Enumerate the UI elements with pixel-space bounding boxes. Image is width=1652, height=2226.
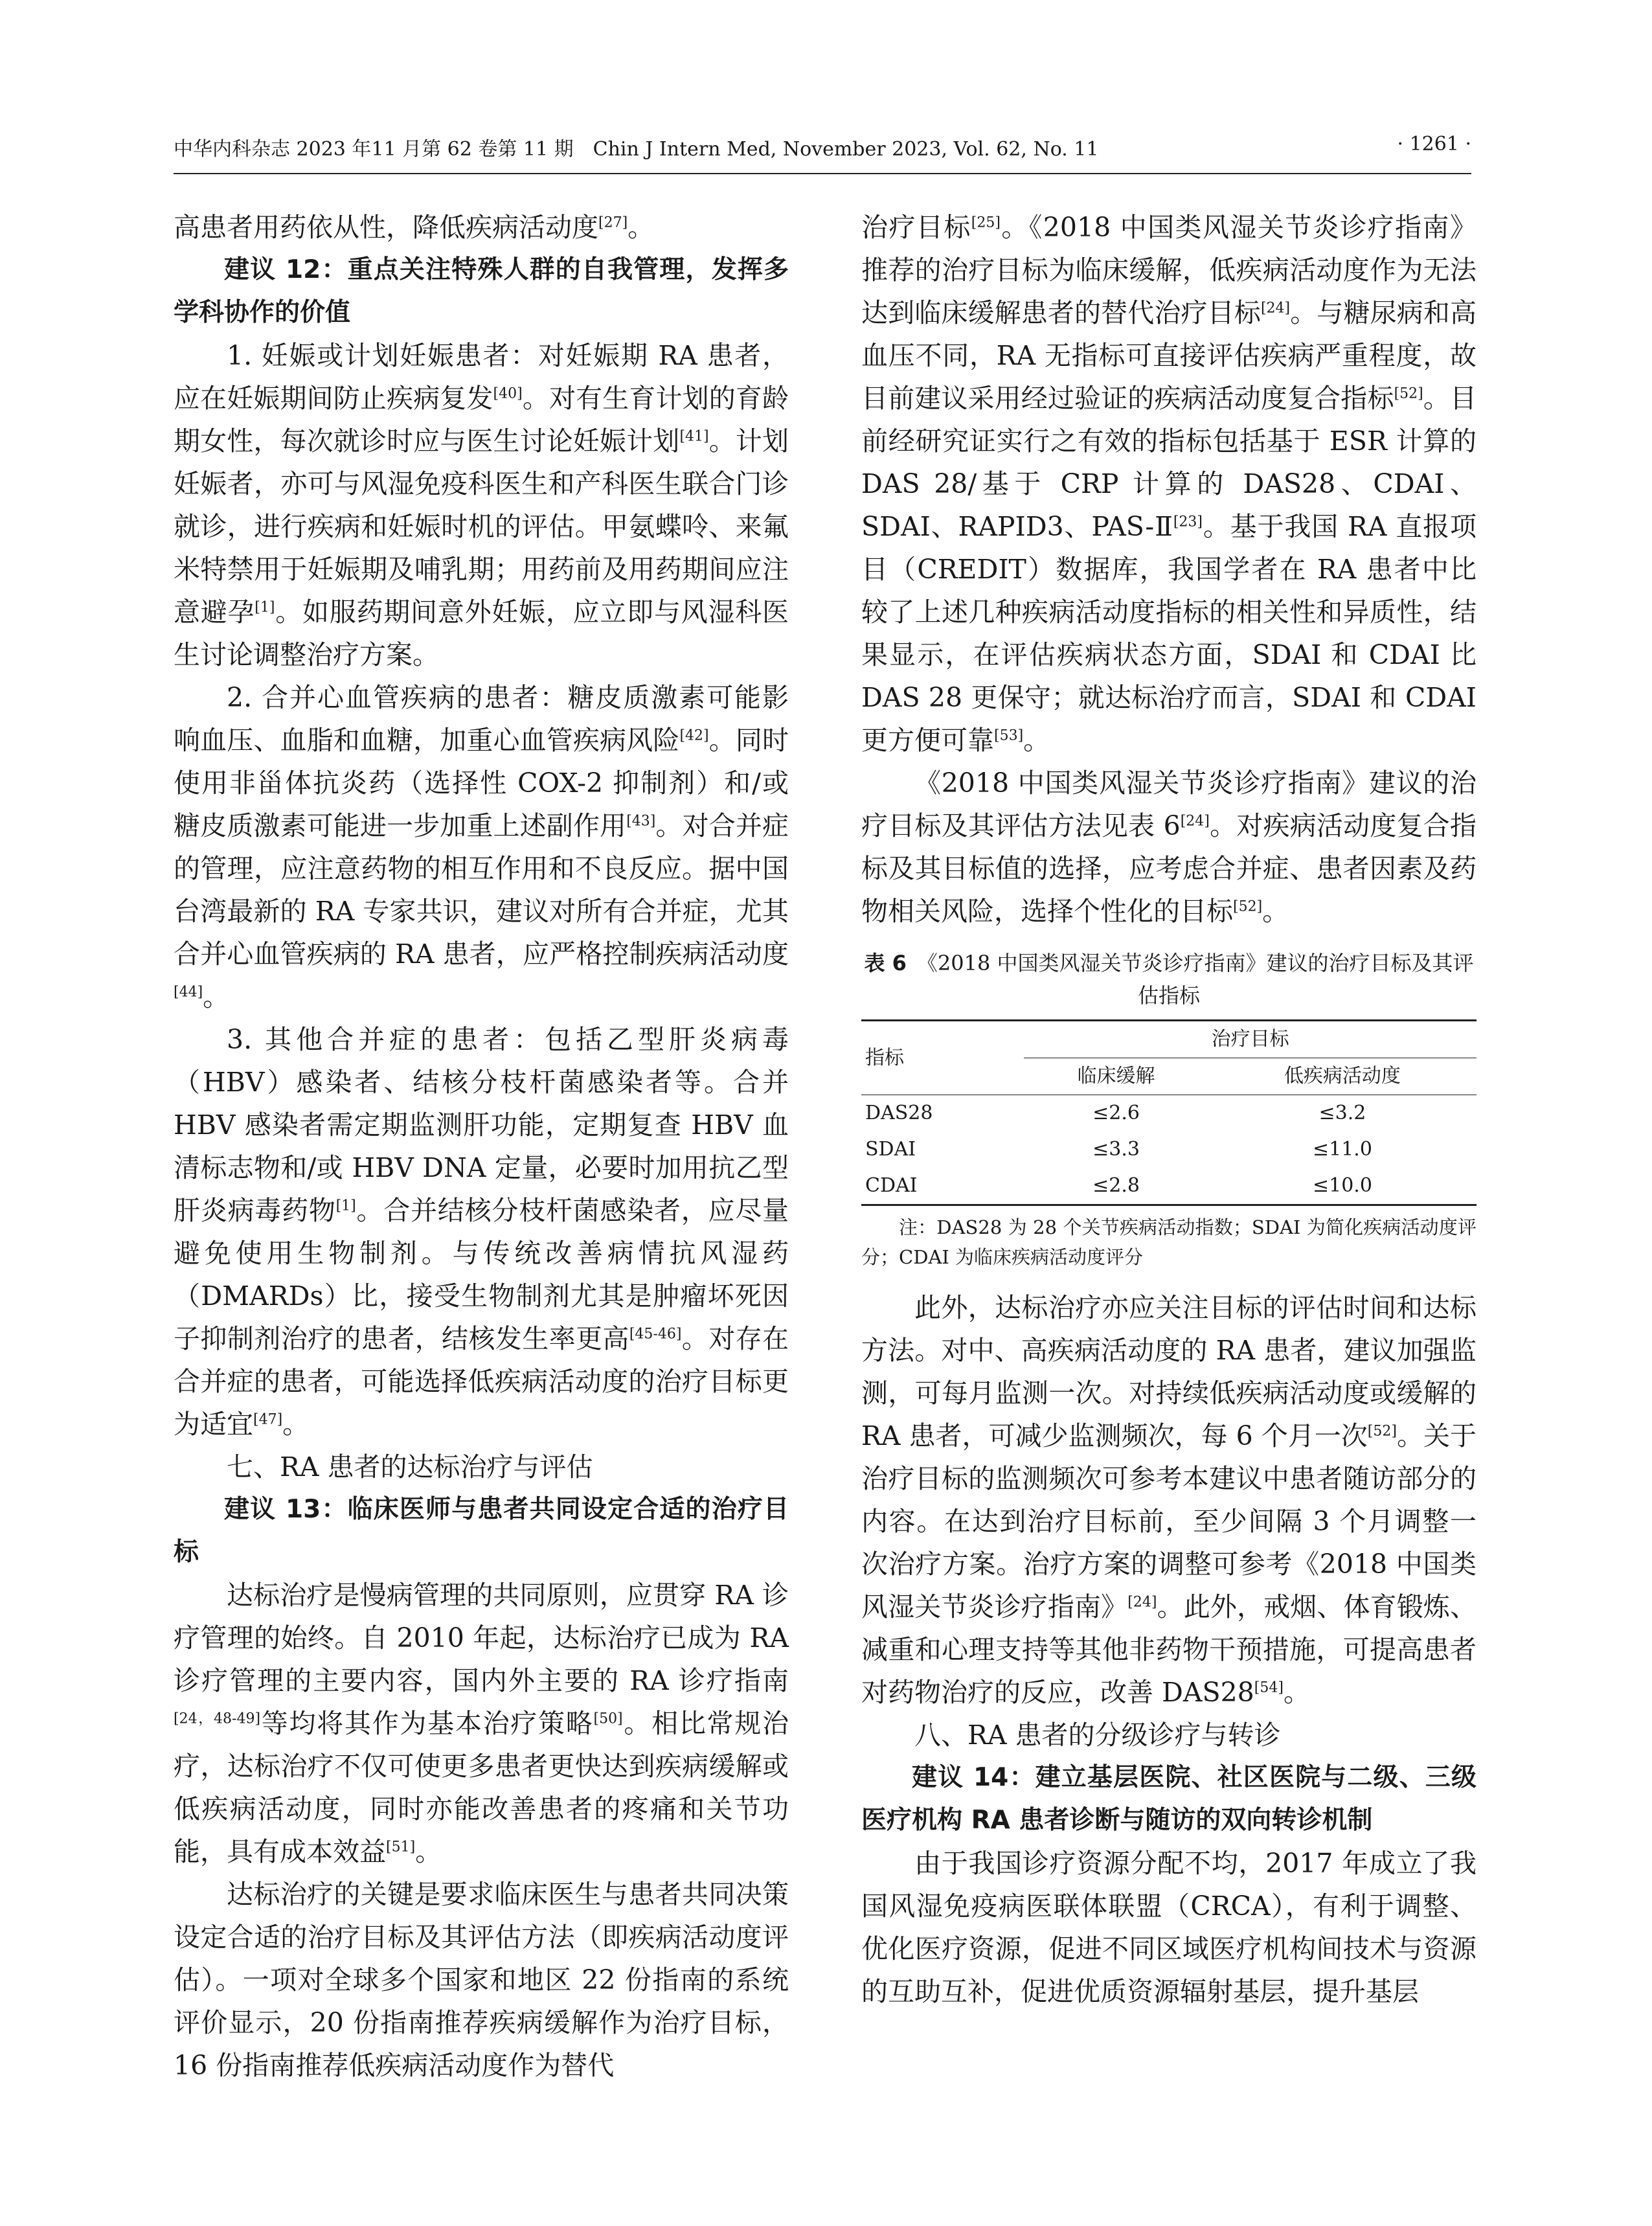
body-paragraph: 1. 妊娠或计划妊娠患者：对妊娠期 RA 患者，应在妊娠期间防止疾病复发[40]。对有生育计划的育龄期女性，每次就诊时应与医生讨论妊娠计划[41]。计划妊娠者，亦可与风湿免疫科医生和产科医生联合门诊就诊，进行疾病和妊娠时机的评估。甲氨蝶呤、来氟米特禁用于妊娠期及哺乳期；用药前及用药期间应注意避孕[1]。如服药期间意外妊娠，应立即与风湿科医生讨论调整治疗方案。	[174, 340, 789, 670]
table-row	[861, 1095, 1477, 1132]
table-caption	[861, 947, 1477, 1012]
table-note: 注：DAS28 为 28 个关节疾病活动指数；SDAI 为简化疾病活动度评分；CDAI 为临床疾病活动度评分	[861, 1216, 1477, 1268]
recommendation-heading: 建议 14：建立基层医院、社区医院与二级、三级医疗机构 RA 患者诊断与随访的双向转诊机制	[861, 1763, 1477, 1835]
target-table	[861, 1019, 1477, 1206]
running-header	[174, 133, 1471, 174]
col-low-header: 低疾病活动度	[1208, 1058, 1477, 1095]
table-cell-low: ≤11.0	[1312, 1138, 1372, 1161]
table-title: 《2018 中国类风湿关节炎诊疗指南》建议的治疗目标及其评估指标	[927, 951, 1474, 1008]
body-paragraph: 达标治疗的关键是要求临床医生与患者共同决策设定合适的治疗目标及其评估方法（即疾病活动度评估）。一项对全球多个国家和地区 22 份指南的系统评价显示，20 份指南推荐疾病缓解作为治疗目标，16 份指南推荐低疾病活动度作为替代	[174, 1879, 789, 2081]
col-remission-header: 临床缓解	[1024, 1058, 1208, 1095]
body-paragraph: 高患者用药依从性，降低疾病活动度[27]。	[174, 212, 655, 243]
table-cell-remission: ≤3.3	[1092, 1138, 1140, 1161]
table-row	[861, 1131, 1477, 1168]
body-paragraph: 八、RA 患者的分级诊疗与转诊	[914, 1720, 1281, 1751]
table-cell-name: DAS28	[865, 1102, 933, 1124]
page-number: · 1261 ·	[1397, 133, 1471, 155]
table-cell-name: CDAI	[861, 1168, 1024, 1205]
table-cell-remission: ≤2.6	[1092, 1102, 1140, 1124]
table-cell-low: ≤10.0	[1208, 1168, 1477, 1205]
right-column	[861, 206, 1477, 2013]
recommendation-heading: 建议 12：重点关注特殊人群的自我管理，发挥多学科协作的价值	[174, 255, 789, 327]
right-column-top-text	[861, 206, 1477, 933]
body-paragraph: 3. 其他合并症的患者：包括乙型肝炎病毒（HBV）感染者、结核分枝杆菌感染者等。合并 HBV 感染者需定期监测肝功能，定期复查 HBV 血清标志物和/或 HBV DNA 定量，必要时加用抗乙型肝炎病毒药物[1]。合并结核分枝杆菌感染者，应尽量避免使用生物制剂。与传统改善病情抗风湿药（DMARDs）比，接受生物制剂尤其是肿瘤坏死因子抑制剂治疗的患者，结核发生率更高[45-46]。对存在合并症的患者，可能选择低疾病活动度的治疗目标更为适宜[47]。	[174, 1024, 789, 1440]
table-row	[861, 1168, 1477, 1205]
body-paragraph: 此外，达标治疗亦应关注目标的评估时间和达标方法。对中、高疾病活动度的 RA 患者，建议加强监测，可每月监测一次。对持续低疾病活动度或缓解的 RA 患者，可减少监测频次，每 6 个月一次[52]。关于治疗目标的监测频次可参考本建议中患者随访部分的内容。在达到治疗目标前，至少间隔 3 个月调整一次治疗方案。治疗方案的调整可参考《2018 中国类风湿关节炎诊疗指南》[24]。此外，戒烟、体育锻炼、减重和心理支持等其他非药物干预措施，可提高患者对药物治疗的反应，改善 DAS28[54]。	[861, 1292, 1477, 1708]
table-cell-remission: ≤2.8	[1024, 1168, 1208, 1205]
left-column	[174, 206, 789, 2087]
table-cell-name: SDAI	[865, 1138, 916, 1161]
journal-citation: 中华内科杂志 2023 年11 月第 62 卷第 11 期 Chin J Intern Med, November 2023, Vol. 62, No. 11	[174, 138, 1099, 161]
right-column-bottom-text	[861, 1286, 1477, 2013]
col-index-header: 指标	[861, 1021, 1024, 1095]
table-cell-low: ≤3.2	[1318, 1102, 1366, 1124]
body-paragraph: 七、RA 患者的达标治疗与评估	[227, 1451, 593, 1482]
body-paragraph: 由于我国诊疗资源分配不均，2017 年成立了我国风湿免疫病医联体联盟（CRCA），有利于调整、优化医疗资源，促进不同区域医疗机构间技术与资源的互助互补，促进优质资源辐射基层，提升基层	[861, 1848, 1477, 2007]
body-paragraph: 达标治疗是慢病管理的共同原则，应贯穿 RA 诊疗管理的始终。自 2010 年起，达标治疗已成为 RA 诊疗管理的主要内容，国内外主要的 RA 诊疗指南[24，48-49]等均将其作为基本治疗策略[50]。相比常规治疗，达标治疗不仅可使更多患者更快达到疾病缓解或低疾病活动度，同时亦能改善患者的疼痛和关节功能，具有成本效益[51]。	[174, 1580, 789, 1867]
recommendation-heading: 建议 13：临床医师与患者共同设定合适的治疗目标	[174, 1495, 789, 1567]
body-paragraph: 《2018 中国类风湿关节炎诊疗指南》建议的治疗目标及其评估方法见表 6[24]。对疾病活动度复合指标及其目标值的选择，应考虑合并症、患者因素及药物相关风险，选择个性化的目标[52]。	[861, 767, 1477, 927]
body-paragraph: 2. 合并心血管疾病的患者：糖皮质激素可能影响血压、血脂和血糖，加重心血管疾病风险[42]。同时使用非甾体抗炎药（选择性 COX-2 抑制剂）和/或糖皮质激素可能进一步加重上述副作用[43]。对合并症的管理，应注意药物的相互作用和不良反应。据中国台湾最新的 RA 专家共识，建议对所有合并症，尤其合并心血管疾病的 RA 患者，应严格控制疾病活动度[44]。	[174, 682, 789, 1012]
col-group-header: 治疗目标	[1024, 1021, 1477, 1058]
table-label: 表 6	[864, 951, 907, 975]
body-paragraph: 治疗目标[25]。《2018 中国类风湿关节炎诊疗指南》推荐的治疗目标为临床缓解，低疾病活动度作为无法达到临床缓解患者的替代治疗目标[24]。与糖尿病和高血压不同，RA 无指标可直接评估疾病严重程度，故目前建议采用经过验证的疾病活动度复合指标[52]。目前经研究证实行之有效的指标包括基于 ESR 计算的 DAS 28/基于 CRP 计算的 DAS28、CDAI、SDAI、RAPID3、PAS-Ⅱ[23]。基于我国 RA 直报项目（CREDIT）数据库，我国学者在 RA 患者中比较了上述几种疾病活动度指标的相关性和异质性，结果显示，在评估疾病状态方面，SDAI 和 CDAI 比 DAS 28 更保守；就达标治疗而言，SDAI 和 CDAI 更方便可靠[53]。	[861, 212, 1477, 756]
